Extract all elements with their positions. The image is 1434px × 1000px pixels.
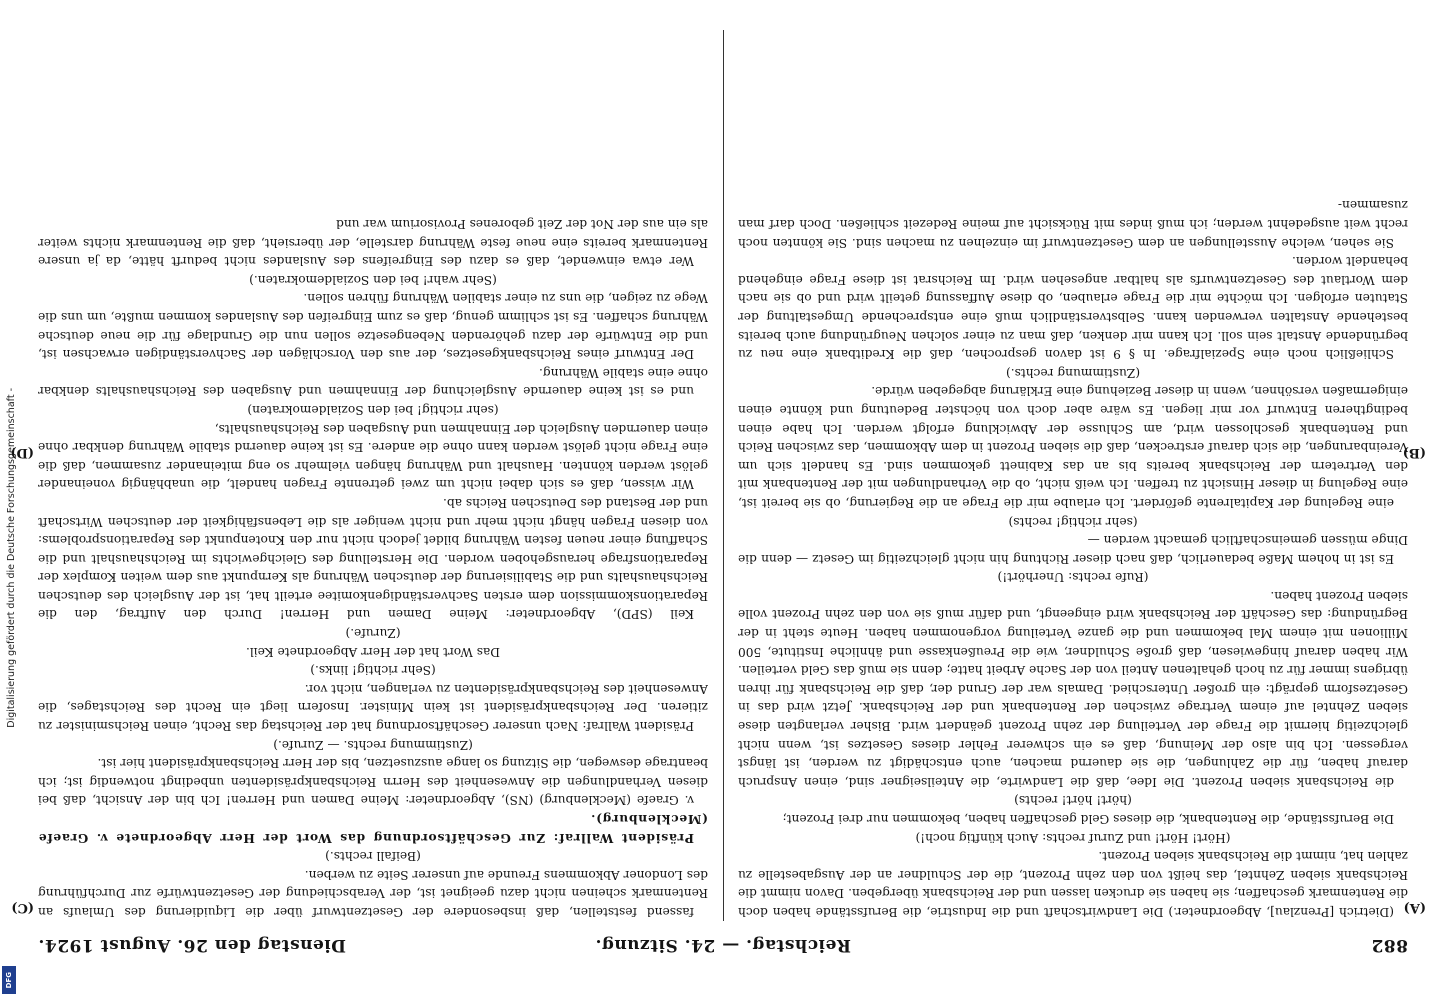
interjection: (Sehr wahr! bei den Sozialdemokraten.) <box>249 272 497 287</box>
interjection: (Rufe rechts: Unerhört!) <box>997 570 1149 585</box>
interjection: (hört! hört! rechts) <box>1014 793 1132 808</box>
right-column <box>38 30 708 921</box>
interjection: (Hört! Hört! und Zuruf rechts: Auch künftig noch!) <box>915 830 1231 845</box>
interjection: (Sehr richtig! links.) <box>310 663 436 678</box>
interjection: (Zurufe.) <box>345 626 401 641</box>
speaker-paragraph: Präsident Wallraf: Nach unserer Geschäftsordnung hat der Reichstag das Recht, einen Reichsminister zu zitieren. Der Reichsbankpräsident ist kein Minister. Insofern liegt ein Recht des Reichstages, die Anwesenheit des Reichsbankpräsidenten zu verlangen, nicht vor. <box>38 681 708 734</box>
running-header <box>38 925 1408 965</box>
header-title: Reichstag. — 24. Sitzung. <box>595 935 851 955</box>
digitization-credit: Digitalisierung gefördert durch die Deutsche Forschungsgemeinschaft - <box>5 388 17 728</box>
margin-mark-d: (D) <box>10 445 34 460</box>
paragraph: Schließlich noch eine Spezialfrage. In § 9 ist davon gesprochen, daß die Kreditbank eine neu zu begründende Anstalt sein soll. Ich kann mir denken, daß man zu einer solchen Neugründung auch bereits bestehende Anstalten verwenden kann. Selbstverständlich muß eine entsprechende Umgestaltung der Statuten erfolgen. Ich möchte mir die Frage erlauben, ob diese Auffassung geteilt wird und ob sie nach dem Wortlaut des Gesetzentwurfs als haltbar angesehen wird. Im Reichsrat ist diese Frage eingehend behandelt worden. <box>738 254 1408 362</box>
interjection: (Beifall rechts.) <box>325 849 421 864</box>
interjection: (sehr richtig! bei den Sozialdemokraten) <box>247 402 499 417</box>
paragraph: Es ist in hohem Maße bedauerlich, daß nach dieser Richtung hin nicht gleichzeitig im Gesetz — denn die Dinge müssen gemeinschaftlich gemacht werden — <box>738 533 1408 566</box>
paragraph: und es ist keine dauernde Ausgleichung der Einnahmen und Ausgaben des Reichshaushalts denkbar ohne eine stabile Währung. <box>38 365 708 399</box>
interjection: (Zustimmung rechts. — Zurufe.) <box>273 737 473 752</box>
interjection: (Zustimmung rechts.) <box>1005 365 1141 380</box>
speaker-paragraph: Präsident Wallraf: Zur Geschäftsordnung das Wort der Herr Abgeordnete v. Graefe (Mecklenburg). <box>38 812 708 845</box>
paragraph: Der Entwurf eines Reichsbankgesetzes, der aus den Vorschlägen der Sachverständigen erwachsen ist, und die Entwürfe der dazu gehörenden Nebengesetze sollen nun die Grundlage für die neue deutsche Währung schaffen. Es ist schlimm genug, daß es zum Eingreifen des Auslandes kommen mußte, um uns die Wege zu zeigen, die uns zu einer stabilen Währung führen sollen. <box>38 291 708 362</box>
paragraph: Sie sehen, welche Ausstellungen an dem Gesetzentwurf im einzelnen zu machen sind. Sie könnten noch recht weit ausgedehnt werden; ich muß indes mit Rücksicht auf meine Redezeit schließen. Doch darf man zusammen- <box>738 198 1408 250</box>
announcement: Das Wort hat der Herr Abgeordnete Keil. <box>245 644 501 659</box>
column-divider <box>723 30 724 921</box>
paragraph: Wer etwa einwendet, daß es dazu des Eingreifens des Auslandes nicht bedurft hätte, da ja unsere Rentenmark bereits eine neue feste Währung darstelle, der übersieht, daß die Rentenmark nichts weiter als ein aus der Not der Zeit geborenes Provisorium war und <box>38 217 708 269</box>
paragraph: Die Berufsstände, die Rentenbank, die dieses Geld geschaffen haben, bekommen nur drei Prozent; <box>782 812 1394 827</box>
header-date: Dienstag den 26. August 1924. <box>38 935 346 955</box>
paragraph: (Dietrich [Prenzlau], Abgeordneter.) Die Landwirtschaft und die Industrie, die Berufsstände haben doch die Rentenmark geschaffen; sie haben sie drucken lassen und der Reichsbank übergeben. Davon nimmt die Reichsbank sieben Zehntel, das heißt von den zehn Prozent, die der Schuldner an der Ausgabestelle zu zahlen hat, nimmt die Reichsbank sieben Prozent. <box>738 849 1408 919</box>
paragraph: eine Regelung der Kapitalrente gefördert. Ich erlaube mir die Frage an die Regierung, ob sie bereit ist, eine Regelung in dieser Hinsicht zu treffen. Ich weiß nicht, ob die Verhandlungen mit der Rentenbank mit den Vertretern der Reichsbank bereits bis an das Kabinett gekommen sind. Es handelt sich um Vereinbarungen, die sich darauf erstrecken, daß die sieben Prozent in dem Abkommen, das zwischen Reich und Rentenbank geschlossen wird, am Schlusse der Abwicklung erfolgt werden. Ich habe einen bedingtheren Entwurf vor mir liegen. Es wäre aber doch von höchster Bedeutung und könnte einen einigermaßen versöhnen, wenn in dieser Beziehung eine Erklärung abgegeben würde. <box>738 384 1408 510</box>
paragraph: fassend feststellen, daß insbesondere der Gesetzentwurf über die Liquidierung des Umlaufs an Rentenmark scheinen nicht dazu geeignet ist, der Verabschiedung der Gesetzentwürfe zur Durchführung des Londoner Abkommens Freunde auf unserer Seite zu werben. <box>38 867 708 919</box>
margin-mark-b: (B) <box>1402 445 1426 460</box>
paragraph: Wir wissen, daß es sich dabei nicht um zwei getrennte Fragen handelt, die unabhängig voneinander gelöst werden könnten. Haushalt und Währung hängen vielmehr so eng miteinander zusammen, daß die eine Frage nicht gelöst werden kann ohne die andere. Es ist keine dauernd stabile Währung denkbar ohne einen dauernden Ausgleich der Einnahmen und Ausgaben des Reichshaushalts, <box>38 421 708 492</box>
speaker-paragraph: Keil (SPD), Abgeordneter: Meine Damen und Herren! Durch den Auftrag, den die Reparationskommission dem ersten Sachverständigenkomitee erteilt hat, ist der Ausgleich des deutschen Reichshaushalts und die Stabilisierung der deutschen Währung als Kernpunkt aus dem weiten Komplex der Reparationsfrage herausgehoben worden. Die Herstellung des Gleichgewichts im Reichshaushalt und die Schaffung einer neuen festen Währung bildet jedoch nicht nur den Knotenpunkt des Reparationsproblems: von diesen Fragen hängt nicht mehr und nicht weniger als die Lebensfähigkeit der deutschen Wirtschaft und der Bestand des Deutschen Reichs ab. <box>38 495 708 622</box>
dfg-logo-icon: DFG <box>2 966 16 994</box>
interjection: (sehr richtig! rechts) <box>1008 514 1138 529</box>
left-column <box>738 30 1408 921</box>
margin-mark-c: (C) <box>11 900 34 915</box>
speaker-paragraph: v. Graefe (Mecklenburg) (NS), Abgeordneter: Meine Damen und Herren! Ich bin der Ansicht, daß bei diesen Verhandlungen die Anwesenheit des Herrn Reichsbankpräsidenten unbedingt notwendig ist; ich beantrage deswegen, die Sitzung so lange auszusetzen, bis der Herr Reichsbankpräsident hier ist. <box>38 756 708 808</box>
page-number: 882 <box>1371 935 1408 955</box>
paragraph: die Reichsbank sieben Prozent. Die Idee, daß die Landwirte, die Anteilseigner sind, einen Anspruch darauf haben, für die Zahlungen, die sie dauernd machen, auch entschädigt zu werden, ist längst vergessen. Ich bin also der Meinung, daß es ein schwerer Fehler dieses Gesetzes ist, wenn nicht gleichzeitig hiermit die Frage der Verteilung der zehn Prozent geändert wird. Bisher verlangten diese sieben Zehntel auf einem Vertrage zwischen der Rentenbank und der Reichsbank. Jetzt wird das in Gesetzesform geprägt: ein großer Unterschied. Damals war der Grund der, daß die Reichsbank für ihren übrigens immer für zu hoch gehaltenen Anteil von der Sache Arbeit hatte; denn sie muß das Geld verteilen. Wir haben darauf hingewiesen, daß große Schuldner, wie die Preußenkasse und ähnliche Institute, 500 Millionen mit einem Mal bekommen und die ganze Verteilung vorgenommen haben. Heute steht in der Begründung: das Geschäft der Reichsbank wird eingeengt, und dafür muß sie von den zehn Prozent volle sieben Prozent haben. <box>738 588 1408 789</box>
margin-mark-a: (A) <box>1403 900 1426 915</box>
